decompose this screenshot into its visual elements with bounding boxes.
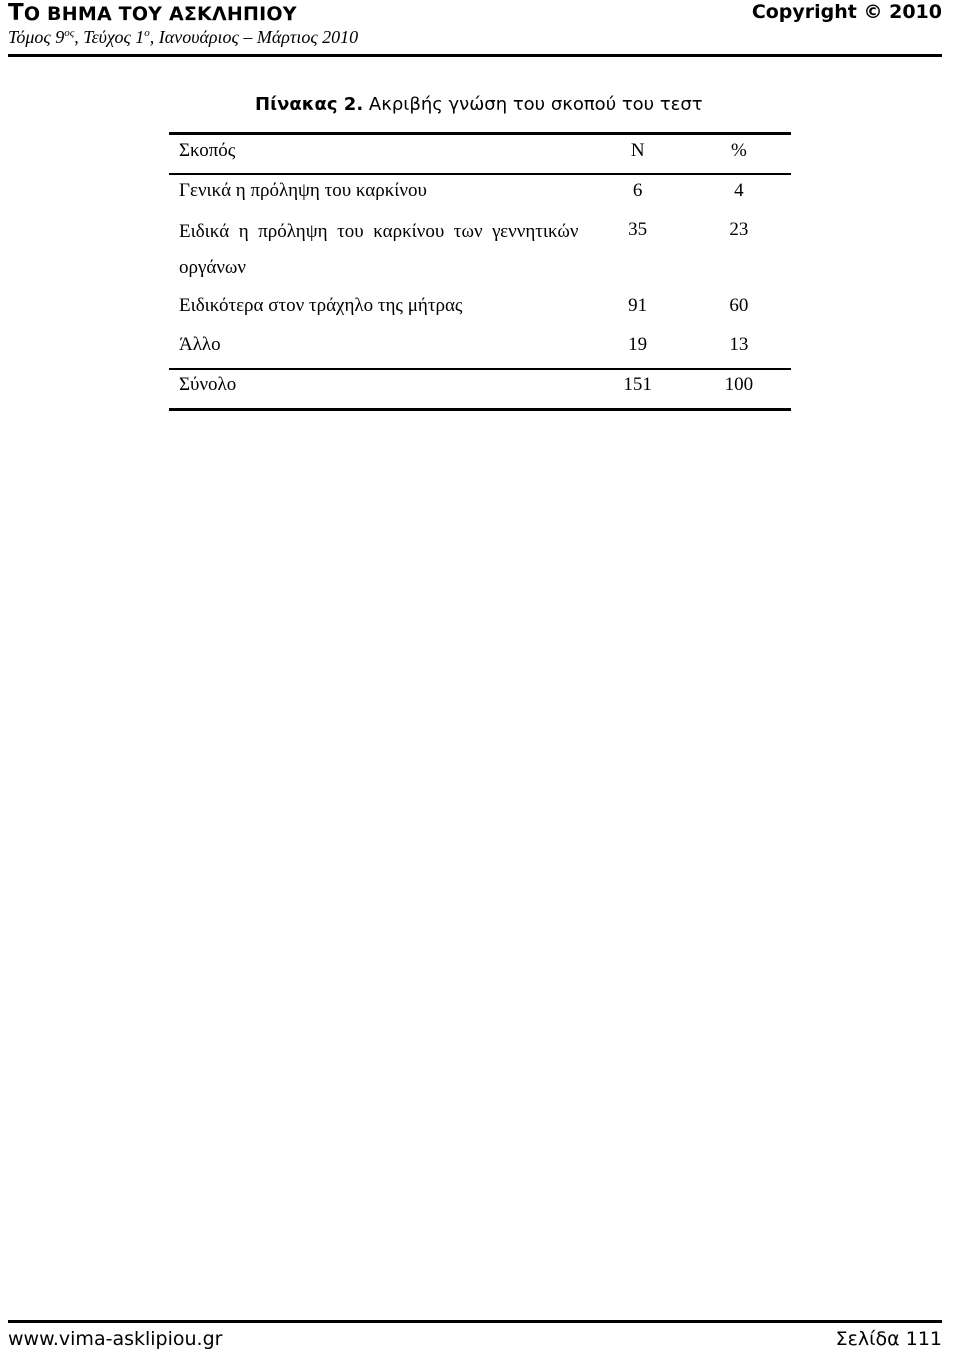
table-total-row [169, 369, 791, 410]
page-footer [8, 1320, 942, 1355]
issue-info [8, 27, 358, 48]
page-number: Σελίδα 111 [835, 1328, 942, 1350]
row-n: 35 [628, 219, 648, 240]
table-row [169, 290, 791, 329]
row-percent: 4 [734, 180, 744, 201]
table-caption-text: Ακριβής γνώση του σκοπού του τεστ [363, 94, 703, 115]
table-row [169, 214, 791, 290]
table-caption [255, 94, 703, 115]
volume-superscript: ος [64, 27, 75, 39]
page-header [8, 0, 942, 57]
website-url: www.vima-asklipiou.gr [8, 1328, 223, 1350]
table-caption-label: Πίνακας 2. [255, 94, 364, 115]
row-label: Ειδικότερα στον τράχηλο της μήτρας [179, 295, 463, 316]
row-n: 91 [628, 295, 648, 316]
header-percent: % [687, 134, 791, 175]
header-n: Ν [589, 134, 687, 175]
row-label: Ειδικά η πρόληψη του καρκίνου των γεννητικών οργάνων [179, 221, 579, 278]
row-n: 6 [632, 180, 643, 201]
header-purpose: Σκοπός [169, 134, 589, 175]
total-percent: 100 [687, 369, 791, 410]
journal-title [8, 0, 297, 26]
journal-title-initial: Τ [8, 0, 24, 26]
row-percent: 23 [729, 219, 749, 240]
volume-text: Τόμος 9 [8, 27, 65, 47]
table-row [169, 329, 791, 369]
purpose-knowledge-table [169, 132, 791, 411]
total-n: 151 [589, 369, 687, 410]
row-label: Γενικά η πρόληψη του καρκίνου [179, 180, 427, 201]
total-label: Σύνολο [169, 369, 589, 410]
copyright-notice: Copyright © 2010 [751, 1, 942, 23]
issue-text: , Τεύχος 1 [74, 27, 145, 47]
row-percent: 13 [729, 334, 749, 355]
row-percent: 60 [729, 295, 749, 316]
issue-superscript: ο [144, 27, 150, 39]
row-label: Άλλο [179, 334, 221, 355]
period-text: , Ιανουάριος – Μάρτιος 2010 [149, 27, 359, 47]
table-header-row [169, 134, 791, 175]
table-row [169, 174, 791, 214]
journal-title-text: Ο ΒΗΜΑ ΤΟΥ ΑΣΚΛΗΠΙΟΥ [23, 3, 297, 25]
row-n: 19 [628, 334, 648, 355]
